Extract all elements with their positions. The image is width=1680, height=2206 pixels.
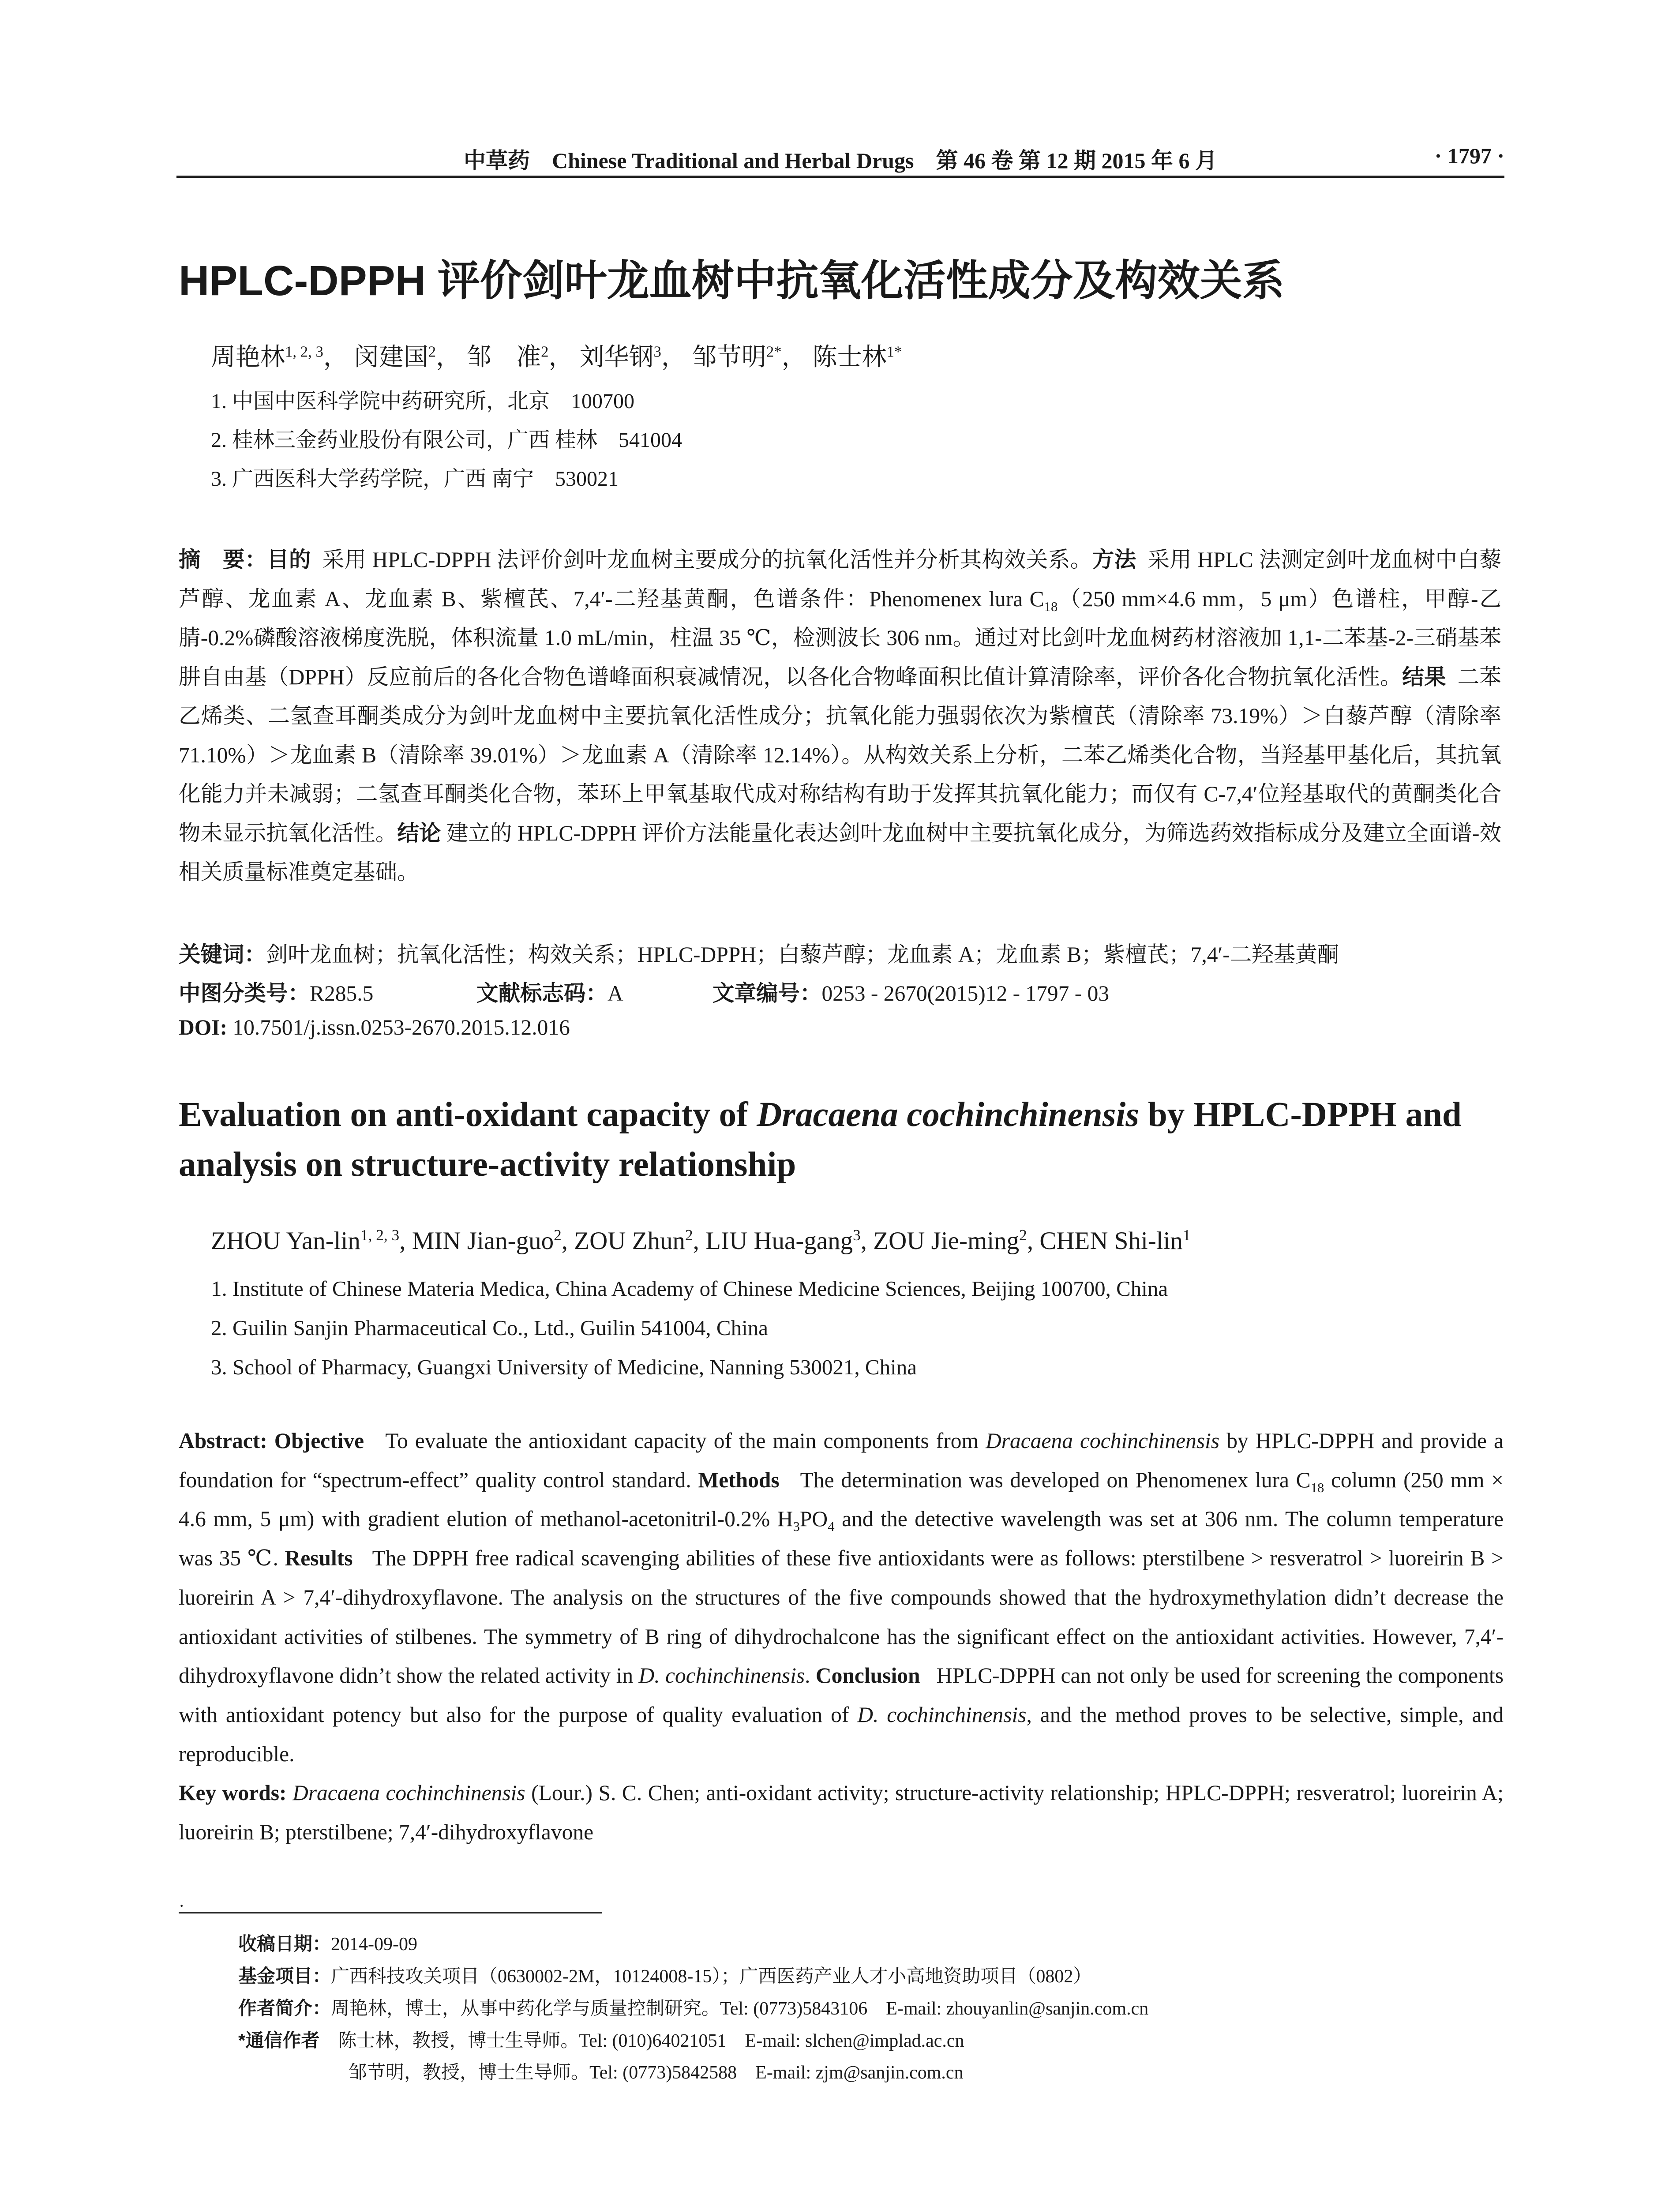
journal-name-en: Chinese Traditional and Herbal Drugs — [552, 148, 914, 173]
author: 闵建国$^2$， — [354, 343, 461, 371]
author: LIU Hua-gang$^3$, — [705, 1227, 874, 1255]
author: MIN Jian-guo$^2$, — [412, 1227, 574, 1255]
journal-name-cn: 中草药 — [464, 148, 530, 173]
conclusion-text: 建立的 HPLC-DPPH 评价方法能量化表达剑叶龙血树中主要抗氧化成分，为筛选药效指标成分及建立全面谱-效相关质量标准奠定基础。 — [179, 821, 1502, 884]
author: 邹 准$^2$， — [467, 343, 574, 371]
affiliation-cn: 2. 桂林三金药业股份有限公司，广西 桂林 541004 — [211, 428, 682, 452]
doi — [179, 1015, 1502, 1040]
clc-code: 中图分类号：R285.5 — [179, 981, 374, 1005]
affiliation-en: 1. Institute of Chinese Materia Medica, China Academy of Chinese Medicine Sciences, Beijing 100700, China — [211, 1276, 1168, 1301]
corresponding-author: *通信作者 陈士林，教授，博士生导师。Tel: (010)64021051 E-mail: slchen@implad.ac.cn — [238, 2030, 964, 2051]
journal-issue: 第 46 卷 第 12 期 2015 年 6 月 — [936, 148, 1217, 173]
affiliation-en: 3. School of Pharmacy, Guangxi University of Medicine, Nanning 530021, China — [211, 1355, 917, 1379]
author: ZOU Zhun$^2$, — [574, 1227, 706, 1255]
methods-text: （250 mm×4.6 mm，5 μm）色谱柱，甲醇-乙腈-0.2%磷酸溶液梯度洗脱，体积流量 1.0 mL/min，柱温 35 ℃，检测波长 306 nm。通过对比剑叶龙血树药材溶液加 1,1-二苯基-2-三硝基苯肼自由基（DPPH）反应前后的各化合物色谱峰面积衰减情况，以各化合物峰面积比值计算清除率，评价各化合物抗氧化活性。 — [179, 586, 1501, 689]
objective-label: 目的 — [266, 548, 311, 572]
author-bio: 作者简介：周艳林，博士，从事中药化学与质量控制研究。Tel: (0773)5843106 E-mail: zhouyanlin@sanjin.com.cn — [238, 1998, 1149, 2019]
methods-label: 方法 — [1092, 548, 1136, 572]
author: 邹节明$^{2*}$， — [692, 343, 806, 371]
author: 刘华钢$^3$， — [579, 343, 686, 371]
authors-en — [211, 1227, 1490, 1255]
footnote-rule — [179, 1912, 602, 1913]
author: CHEN Shi-lin$^1$ — [1039, 1227, 1191, 1255]
abstract-objective-label: Abstract: Objective — [179, 1429, 364, 1453]
keywords-cn — [179, 937, 1502, 968]
page-number: · 1797 · — [1434, 143, 1504, 168]
keywords-label: 关键词： — [179, 942, 266, 967]
article-number: 文章编号：0253 - 2670(2015)12 - 1797 - 03 — [712, 981, 1110, 1005]
fund-info: 基金项目：广西科技攻关项目（0630002-2M，10124008-15）；广西医药产业人才小高地资助项目（0802） — [238, 1966, 1092, 1987]
objective-text: 采用 HPLC-DPPH 法评价剑叶龙血树主要成分的抗氧化活性并分析其构效关系。 — [322, 548, 1092, 572]
journal-line — [176, 143, 1504, 175]
keywords-text: 剑叶龙血树；抗氧化活性；构效关系；HPLC-DPPH；白藜芦醇；龙血素 A；龙血素 B；紫檀芪；7,4′-二羟基黄酮 — [266, 942, 1339, 967]
results-label: Results — [285, 1546, 353, 1571]
footnotes — [238, 1928, 1500, 2089]
author: ZHOU Yan-lin$^{1, 2, 3}$, — [211, 1227, 412, 1255]
results-label: 结果 — [1402, 664, 1446, 689]
conclusion-label: 结论 — [397, 821, 441, 845]
keywords-en-label: Key words: — [179, 1781, 287, 1805]
results-text: 二苯乙烯类、二氢查耳酮类成分为剑叶龙血树中主要抗氧化活性成分；抗氧化能力强弱依次为紫檀芪（清除率 73.19%）＞白藜芦醇（清除率 71.10%）＞龙血素 B（清除率 39.01%）＞龙血素 A（清除率 12.14%）。从构效关系上分析，二苯乙烯类化合物，当羟基甲基化后，其抗氧化能力并未减弱；二氢查耳酮类化合物，苯环上甲氧基取代成对称结构有助于发挥其抗氧化能力；而仅有 C-7,4′位羟基取代的黄酮类化合物未显示抗氧化活性。 — [179, 664, 1502, 845]
author: 陈士林$^{1*}$ — [812, 343, 902, 371]
author: ZOU Jie-ming$^2$, — [873, 1227, 1040, 1255]
abstract-label: 摘 要： — [179, 548, 267, 572]
abstract-en: Abstract: Objective To evaluate the antioxidant capacity of the main components from Dracaena cochinchinensis by HPLC-DPPH and provide a foundation for “spectrum-effect” quality control standard. Methods The determination was developed on Phenomenex lura $C_{18}$ column (250 mm × 4.6 mm, 5 μm) with gradient elution of methanol-acetonitril-0.2% $H_3PO_4$ and the detective wavelength was set at 306 nm. The column temperature was 35 ℃. Results The DPPH free radical scavenging abilities of these five antioxidants were as follows: pterstilbene > resveratrol > luoreirin B > luoreirin A > 7,4′-dihydroxyflavone. The analysis on the structures of the five compounds showed that the hydroxymethylation didn’t decrease the antioxidant activities of stilbenes. The symmetry of B ring of dihydrochalcone has the significant effect on the antioxidant activities. However, 7,4′-dihydroxyflavone didn’t show the related activity in D. cochinchinensis. Conclusion HPLC-DPPH can not only be used for screening the components with antioxidant potency but also for the purpose of quality evaluation of D. cochinchinensis, and the method proves to be selective, simple, and reproducible. Key words: Dracaena cochinchinensis (Lour.) S. C. Chen; anti-oxidant activity; structure-activity relationship; HPLC-DPPH; resveratrol; luoreirin A; luoreirin B; pterstilbene; 7,4′-dihydroxyflavone — [179, 1429, 1504, 1845]
affiliation-cn: 3. 广西医科大学药学院，广西 南宁 530021 — [211, 467, 619, 491]
abstract-cn: 摘 要：目的 采用 HPLC-DPPH 法评价剑叶龙血树主要成分的抗氧化活性并分析其构效关系。方法 采用 HPLC 法测定剑叶龙血树中白藜芦醇、龙血素 A、龙血素 B、紫檀芪、7,4′-二羟基黄酮，色谱条件：Phenomenex lura $C_{18}(250$ mm×4.6 mm，5 μm）色谱柱，甲醇-乙腈-0.2%磷酸溶液梯度洗脱，体积流量 1.0 mL/min，柱温 35 ℃，检测波长 306 nm。通过对比剑叶龙血树药材溶液加 1,1-二苯基-2-三硝基苯肼自由基（DPPH）反应前后的各化合物色谱峰面积衰减情况，以各化合物峰面积比值计算清除率，评价各化合物抗氧化活性。结果 二苯乙烯类、二氢查耳酮类成分为剑叶龙血树中主要抗氧化活性成分；抗氧化能力强弱依次为紫檀芪（清除率 73.19%）＞白藜芦醇（清除率 71.10%）＞龙血素 B（清除率 39.01%）＞龙血素 A（清除率 12.14%）。从构效关系上分析，二苯乙烯类化合物，当羟基甲基化后，其抗氧化能力并未减弱；二氢查耳酮类化合物，苯环上甲氧基取代成对称结构有助于发挥其抗氧化能力；而仅有 C-7,4′位羟基取代的黄酮类化合物未显示抗氧化活性。结论 建立的 HPLC-DPPH 评价方法能量化表达剑叶龙血树中主要抗氧化成分，为筛选药效指标成分及建立全面谱-效相关质量标准奠定基础。 — [179, 548, 1502, 884]
received-date: 收稿日期：2014-09-09 — [238, 1933, 417, 1955]
title-cn: HPLC-DPPH 评价剑叶龙血树中抗氧化活性成分及构效关系 — [179, 257, 1285, 304]
doi-label: DOI: — [179, 1015, 227, 1039]
affiliation-en: 2. Guilin Sanjin Pharmaceutical Co., Ltd., Guilin 541004, China — [211, 1316, 768, 1340]
methods-label: Methods — [698, 1467, 780, 1492]
author: 周艳林$^{1, 2, 3}$， — [211, 343, 348, 371]
title-en: Evaluation on anti-oxidant capacity of Dracaena cochinchinensis by HPLC-DPPH and analysis on structure-activity relationship — [179, 1095, 1462, 1184]
keywords-en-text: (Lour.) S. C. Chen; anti-oxidant activity; structure-activity relationship; HPLC-DPPH; resveratrol; luoreirin A; luoreirin B; pterstilbene; 7,4′-dihydroxyflavone — [179, 1781, 1504, 1845]
footnote-mark: · — [179, 1896, 185, 1916]
methods-text: 采用 HPLC 法测定剑叶龙血树中白藜芦醇、龙血素 A、龙血素 B、紫檀芪、7,4′-二羟基黄酮，色谱条件：Phenomenex lura C — [179, 548, 1502, 611]
conclusion-label: Conclusion — [815, 1663, 920, 1688]
doi-value: 10.7501/j.issn.0253-2670.2015.12.016 — [232, 1015, 570, 1039]
document-code: 文献标志码：A — [476, 981, 623, 1005]
corresponding-author: 邹节明，教授，博士生导师。Tel: (0773)5842588 E-mail: zjm@sanjin.com.cn — [349, 2063, 964, 2083]
affiliation-cn: 1. 中国中医科学院中药研究所，北京 100700 — [211, 390, 635, 413]
authors-cn — [211, 338, 1490, 373]
running-header — [176, 140, 1504, 178]
classification-line — [179, 976, 1502, 1005]
